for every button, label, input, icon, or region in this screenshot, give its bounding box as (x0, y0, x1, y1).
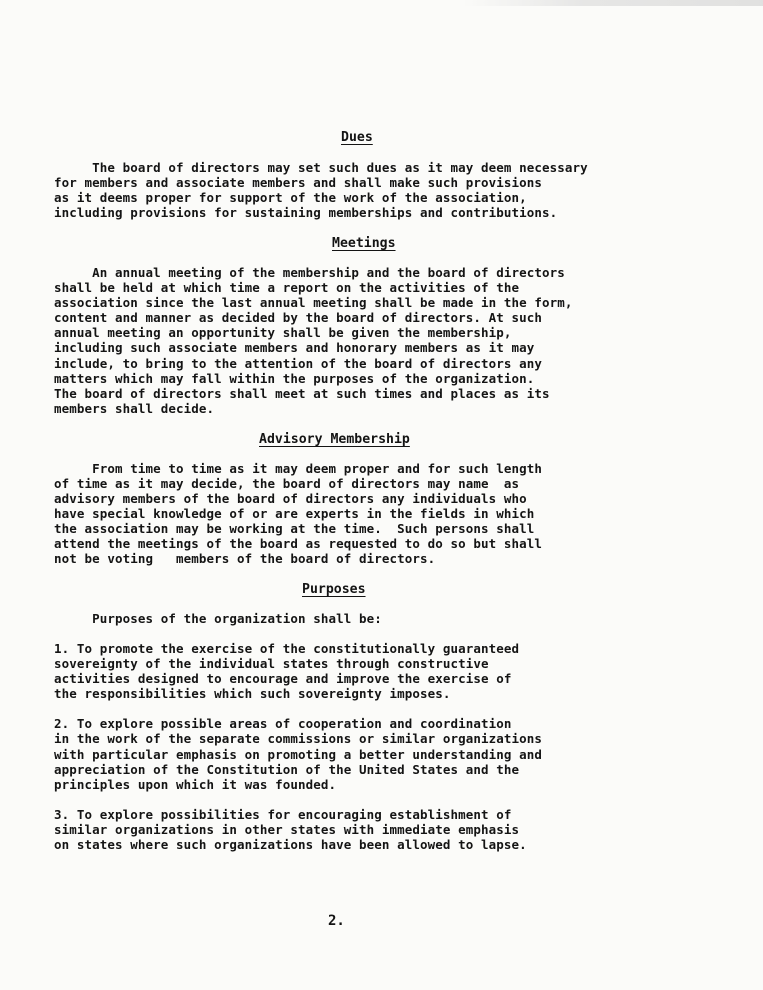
list-item-line: activities designed to encourage and improve the exercise of (54, 671, 512, 686)
paragraph-line: The board of directors may set such dues as it may deem necessary (54, 160, 588, 175)
paragraph-line: including provisions for sustaining memberships and contributions. (54, 205, 558, 220)
list-item-line: similar organizations in other states with immediate emphasis (54, 822, 520, 837)
paragraph-line: matters which may fall within the purposes of the organization. (54, 371, 535, 386)
list-item-line: in the work of the separate commissions or similar organizations (54, 731, 543, 746)
paragraph-line: members shall decide. (54, 401, 215, 416)
list-item-line: sovereignty of the individual states through constructive (54, 656, 489, 671)
paragraph-line: The board of directors shall meet at such times and places as its (54, 386, 550, 401)
list-item-line: principles upon which it was founded. (54, 777, 337, 792)
heading-purposes: Purposes (302, 582, 366, 597)
paragraph-line: including such associate members and honorary members as it may (54, 340, 535, 355)
list-item-line: appreciation of the Constitution of the United States and the (54, 762, 520, 777)
scan-artifact (463, 0, 763, 6)
paragraph-line: shall be held at which time a report on the activities of the (54, 280, 520, 295)
heading-dues: Dues (341, 130, 373, 145)
paragraph-line: association since the last annual meeting shall be made in the form, (54, 295, 573, 310)
paragraph-line: content and manner as decided by the board of directors. At such (54, 310, 543, 325)
heading-advisory-membership: Advisory Membership (259, 432, 410, 447)
paragraph-line: Purposes of the organization shall be: (54, 611, 382, 626)
list-item-line: 2. To explore possible areas of cooperation and coordination (54, 716, 512, 731)
paragraph-line: the association may be working at the time. Such persons shall (54, 521, 535, 536)
paragraph-line: for members and associate members and shall make such provisions (54, 175, 543, 190)
paragraph-line: advisory members of the board of directors any individuals who (54, 491, 527, 506)
paragraph-line: include, to bring to the attention of the board of directors any (54, 356, 543, 371)
list-item-line: on states where such organizations have been allowed to lapse. (54, 837, 527, 852)
paragraph-line: have special knowledge of or are experts in the fields in which (54, 506, 535, 521)
list-item-line: the responsibilities which such sovereignty imposes. (54, 686, 451, 701)
page-number: 2. (328, 913, 345, 929)
paragraph-line: of time as it may decide, the board of directors may name as (54, 476, 520, 491)
paragraph-line: annual meeting an opportunity shall be given the membership, (54, 325, 512, 340)
paragraph-line: An annual meeting of the membership and the board of directors (54, 265, 565, 280)
paragraph-line: From time to time as it may deem proper and for such length (54, 461, 543, 476)
paragraph-line: not be voting members of the board of directors. (54, 551, 436, 566)
paragraph-line: attend the meetings of the board as requested to do so but shall (54, 536, 543, 551)
list-item-line: 1. To promote the exercise of the constitutionally guaranteed (54, 641, 520, 656)
list-item-line: 3. To explore possibilities for encouraging establishment of (54, 807, 512, 822)
paragraph-line: as it deems proper for support of the work of the association, (54, 190, 527, 205)
heading-meetings: Meetings (332, 236, 396, 251)
list-item-line: with particular emphasis on promoting a better understanding and (54, 747, 543, 762)
